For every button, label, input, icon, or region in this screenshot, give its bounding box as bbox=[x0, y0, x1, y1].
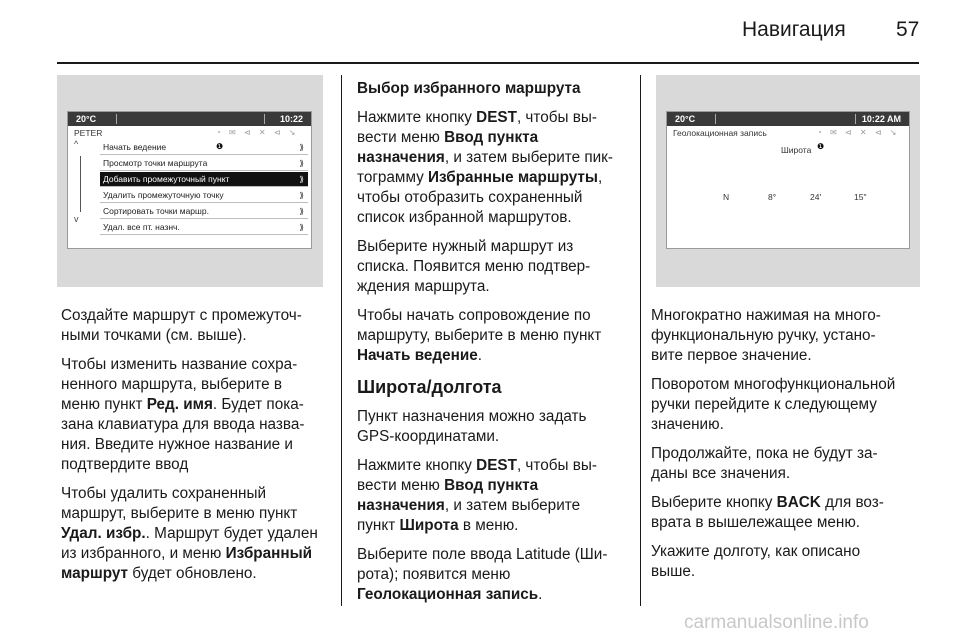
chevron-right-icon: ⟫ bbox=[299, 143, 304, 152]
screen-status-bar bbox=[68, 112, 311, 126]
status-icons: ◔ ✉ ⊲ ✕ ⊲ ↘ ❶ bbox=[216, 128, 299, 151]
temperature: 20°C bbox=[675, 114, 696, 124]
status-icons: ◔ ✉ ⊲ ✕ ⊲ ↘ ❶ bbox=[817, 128, 900, 151]
column-2-text bbox=[357, 79, 632, 614]
chevron-right-icon: ⟫ bbox=[299, 175, 304, 184]
latitude-minutes[interactable]: 24' bbox=[810, 192, 822, 202]
status-separator bbox=[116, 114, 117, 124]
route-name: PETER bbox=[74, 128, 103, 138]
clock: 10:22 bbox=[279, 114, 303, 124]
column-3-text bbox=[651, 306, 931, 591]
clock: 10:22 AM bbox=[861, 114, 901, 124]
paragraph: Чтобы изменить название сохра- ненного маршрута, выберите в меню пункт Ред. имя. Будет пока- зана клавиатура для ввода назва- ния. Введите нужное название и подтвердите ввод bbox=[61, 356, 305, 473]
screen-status-bar bbox=[667, 112, 909, 126]
paragraph: Пункт назначения можно задать GPS-координатами. bbox=[357, 408, 587, 445]
page-number: 57 bbox=[896, 18, 920, 41]
section-heading: Широта/долгота bbox=[357, 377, 502, 397]
status-separator bbox=[855, 114, 856, 124]
infotainment-screen bbox=[67, 111, 312, 249]
column-divider-2 bbox=[640, 75, 641, 606]
latitude-hemisphere[interactable]: N bbox=[723, 192, 730, 202]
paragraph: Выберите нужный маршрут из списка. Появится меню подтвер- ждения маршрута. bbox=[357, 238, 591, 295]
info-icon: ❶ bbox=[216, 142, 227, 151]
paragraph: Поворотом многофункциональной ручки перейдите к следующему значению. bbox=[651, 376, 896, 433]
temperature: 20°C bbox=[76, 114, 97, 124]
status-separator bbox=[715, 114, 716, 124]
latitude-title: Широта bbox=[781, 145, 812, 155]
screenshot-panel-geolocation bbox=[656, 75, 920, 287]
infotainment-screen bbox=[666, 111, 910, 249]
menu-item-add-waypoint[interactable]: Добавить промежуточный пункт ⟫ bbox=[100, 172, 308, 187]
scroll-up-icon[interactable]: ^ bbox=[74, 139, 79, 149]
paragraph: Выберите поле ввода Latitude (Ши- рота); появится меню Геолокационная запись. bbox=[357, 546, 608, 603]
paragraph: Многократно нажимая на много- функциональную ручку, устано- вите первое значение. bbox=[651, 307, 881, 364]
header-rule bbox=[57, 62, 919, 64]
paragraph: Укажите долготу, как описано выше. bbox=[651, 543, 861, 580]
paragraph: Чтобы начать сопровождение по маршруту, выберите в меню пункт Начать ведение. bbox=[357, 307, 602, 364]
screenshot-panel-route-menu bbox=[57, 75, 323, 287]
chevron-right-icon: ⟫ bbox=[299, 159, 304, 168]
chevron-right-icon: ⟫ bbox=[299, 207, 304, 216]
menu-item-delete-all[interactable]: Удал. все пт. назнч. ⟫ bbox=[100, 220, 308, 235]
paragraph: Выберите кнопку BACK для воз- врата в вышележащее меню. bbox=[651, 494, 884, 531]
latitude-degrees[interactable]: 8° bbox=[768, 192, 777, 202]
scroll-down-icon[interactable]: v bbox=[74, 214, 79, 224]
watermark: carmanualsonline.info bbox=[684, 612, 869, 633]
column-divider-1 bbox=[341, 75, 342, 606]
menu-item-delete-waypoint[interactable]: Удалить промежуточную точку ⟫ bbox=[100, 188, 308, 203]
chevron-right-icon: ⟫ bbox=[299, 191, 304, 200]
status-separator bbox=[264, 114, 265, 124]
screen-subtitle: Геолокационная запись bbox=[673, 128, 767, 138]
latitude-seconds[interactable]: 15" bbox=[854, 192, 867, 202]
menu-item-view-waypoint[interactable]: Просмотр точки маршрута ⟫ bbox=[100, 156, 308, 171]
menu-item-sort-waypoints[interactable]: Сортировать точки маршр. ⟫ bbox=[100, 204, 308, 219]
paragraph: Чтобы удалить сохраненный маршрут, выберите в меню пункт Удал. избр.. Маршрут будет удален из избранного, и меню Избранный маршрут будет обновлено. bbox=[61, 485, 318, 582]
paragraph: Нажмите кнопку DEST, чтобы вы- вести меню Ввод пункта назначения, и затем выберите пик- тограмму Избранные маршруты, чтобы отобразить сохраненный список избранной маршрутов. bbox=[357, 109, 613, 226]
paragraph: Продолжайте, пока не будут за- даны все значения. bbox=[651, 445, 878, 482]
chevron-right-icon: ⟫ bbox=[299, 223, 304, 232]
scrollbar[interactable] bbox=[80, 156, 81, 212]
paragraph: Создайте маршрут с промежуточ- ными точками (см. выше). bbox=[61, 307, 302, 344]
menu-item-start-guidance[interactable]: Начать ведение ⟫ bbox=[100, 140, 308, 155]
info-icon: ❶ bbox=[817, 142, 828, 151]
page-title: Навигация bbox=[742, 18, 846, 41]
subsection-heading: Выбор избранного маршрута bbox=[357, 80, 581, 97]
column-1-text bbox=[61, 306, 336, 593]
paragraph: Нажмите кнопку DEST, чтобы вы- вести меню Ввод пункта назначения, и затем выберите пункт Широта в меню. bbox=[357, 457, 597, 534]
